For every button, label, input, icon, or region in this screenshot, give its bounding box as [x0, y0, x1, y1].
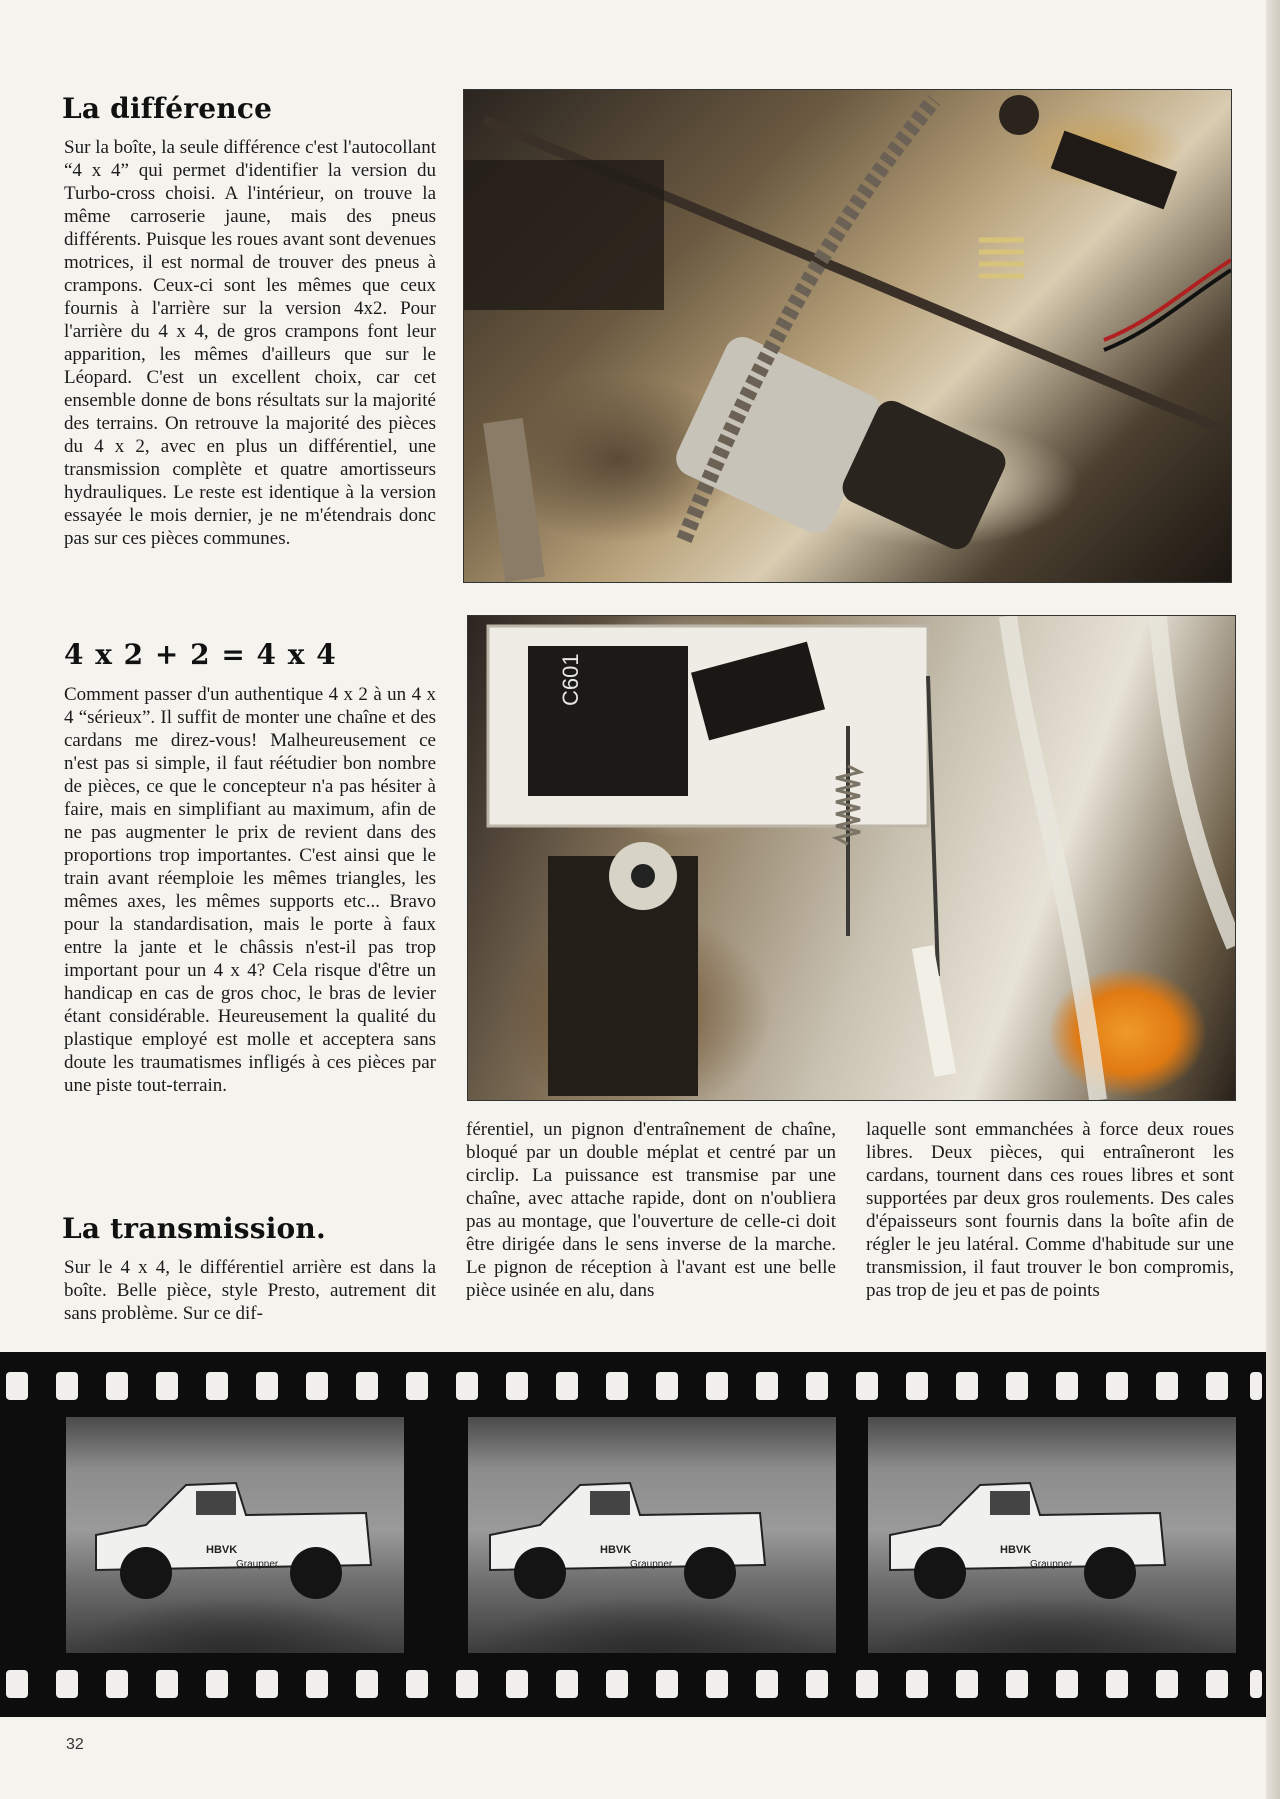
paragraph-transmission-col3: laquelle sont emmanchées à force deux roues libres. Deux pièces, qui entraîneront les cardans, tournent dans ces roues libres et sont supportées par deux gros roulements. Des cales d'épaisseurs sont fournis dans la boîte afin de régler le jeu latéral. Comme d'habitude sur une transmission, il faut trouver le bon compromis, pas trop de jeu et pas de points	[866, 1119, 1234, 1301]
page-edge	[1266, 0, 1280, 1799]
film-strip	[0, 1352, 1266, 1717]
svg-text:Graupner: Graupner	[1030, 1559, 1073, 1570]
chain-drive-photo	[463, 89, 1232, 583]
page-number: 32	[66, 1736, 84, 1753]
svg-text:HBVK: HBVK	[1000, 1544, 1032, 1556]
heading-la-difference: La différence	[62, 92, 273, 125]
svg-text:Graupner: Graupner	[236, 1559, 279, 1570]
svg-text:HBVK: HBVK	[206, 1544, 238, 1556]
sprocket-row-top	[0, 1372, 1266, 1400]
truck-icon	[880, 1455, 1170, 1615]
svg-text:C601: C601	[558, 653, 583, 706]
paragraph-transmission-col2: férentiel, un pignon d'entraînement de chaîne, bloqué par un double méplat et centré par un circlip. La puissance est transmise par une chaîne, avec attache rapide, dont on n'oubliera pas au montage, que l'ouverture de celle-ci doit être dirigée dans le sens inverse de la marche. Le pignon de réception à l'avant est une belle pièce usinée en alu, dans	[466, 1119, 836, 1301]
film-frame-1	[66, 1417, 404, 1653]
svg-text:Graupner: Graupner	[630, 1559, 673, 1570]
truck-icon	[86, 1455, 376, 1615]
film-frame-3	[868, 1417, 1236, 1653]
servo-linkage-photo	[467, 615, 1236, 1101]
sprocket-row-bottom	[0, 1670, 1266, 1698]
paragraph-la-difference: Sur la boîte, la seule différence c'est l'autocollant “4 x 4” qui permet d'identifier la version du Turbo-cross choisi. A l'intérieur, on trouve la même carroserie jaune, mais des pneus différents. Puisque les roues avant sont devenues motrices, il est normal de trouver des pneus à crampons. Ceux-ci sont les mêmes que ceux fournis à l'arrière sur la version 4x2. Pour l'arrière du 4 x 4, de gros crampons font leur apparition, les mêmes d'ailleurs que sur le Léopard. C'est un excellent choix, car cet ensemble donne de bons résultats sur la majorité des terrains. On retrouve la majorité des pièces du 4 x 2, avec en plus un différentiel, une transmission complète et quatre amortisseurs hydrauliques. Le reste est identique à la version essayée le mois dernier, je ne m'étendrais donc pas sur ces pièces communes.	[64, 137, 436, 549]
film-frame-2	[468, 1417, 836, 1653]
heading-la-transmission: La transmission.	[62, 1212, 326, 1245]
paragraph-4x2-plus-2: Comment passer d'un authentique 4 x 2 à un 4 x 4 “sérieux”. Il suffit de monter une chaîne et des cardans me direz-vous! Malheureusement ce n'est pas si simple, il faut réétudier bon nombre de pièces, ce que le concepteur n'a pas hésiter à faire, mais en simplifiant au maximum, afin de ne pas augmenter le prix de revient dans des proportions trop importantes. C'est ainsi que le train avant réemploie les mêmes triangles, les mêmes axes, les mêmes supports etc... Bravo pour la standardisation, mais le porte à faux entre la jante et le châssis n'est-il pas trop important pour un 4 x 4? Cela risque d'être un handicap en cas de gros choc, le bras de levier étant considérable. Heureusement la qualité du plastique employé est molle et acceptera sans doute les traumatismes infligés à ces pièces par une piste tout-terrain.	[64, 684, 436, 1096]
paragraph-la-transmission: Sur le 4 x 4, le différentiel arrière est dans la boîte. Belle pièce, style Presto, autrement dit sans problème. Sur ce dif-	[64, 1257, 436, 1324]
truck-icon	[480, 1455, 770, 1615]
svg-text:HBVK: HBVK	[600, 1544, 632, 1556]
heading-4x2-plus-2: 4 x 2 + 2 = 4 x 4	[64, 638, 337, 671]
